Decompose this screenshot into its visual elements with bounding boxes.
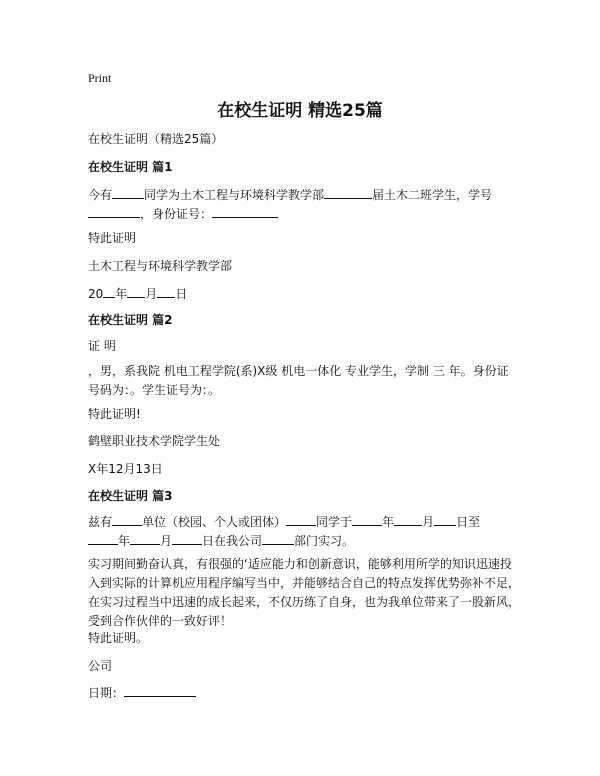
text: 日在我公司 [202, 534, 263, 548]
blank-line [262, 532, 294, 545]
intro-line: 在校生证明（精选25篇） [88, 132, 224, 146]
section-2-paragraph-1: 证 明 [88, 339, 116, 353]
blank-line [88, 532, 118, 545]
text: 兹有 [88, 515, 113, 529]
section-2-date: X年12月13日 [88, 462, 163, 476]
section-2-paragraph-4: 鹤壁职业技术学院学生处 [88, 434, 221, 448]
section-1-heading: 在校生证明 篇1 [88, 160, 173, 174]
section-3-paragraph-3: 特此证明。 [88, 631, 149, 645]
text: 月 [145, 287, 158, 301]
document-title: 在校生证明 精选25篇 [217, 101, 383, 121]
blank-line [103, 285, 115, 298]
blank-line [324, 186, 372, 199]
text: 月 [422, 515, 435, 529]
section-3-paragraph-2: 实习期间勤奋认真，有很强的‘适应能力和创新意识，能够利用所学的知识迅速投入到实际的计算机应用程序编写当中，并能够结合自己的特点发挥优势弥补不足，在实习过程当中迅速的成长起来，不仅历练了自身，也为我单位带来了一股新风，受到合作伙伴的一致好评！ [88, 557, 521, 628]
blank-line [286, 513, 316, 526]
blank-line [352, 513, 382, 526]
text: 今有 [88, 188, 113, 202]
text: 同学为土木工程与环境科学教学部 [144, 188, 325, 202]
section-3-heading: 在校生证明 篇3 [88, 489, 173, 503]
text: 日至 [456, 515, 481, 529]
section-3-date-line [88, 684, 520, 703]
blank-line [394, 513, 422, 526]
section-1-paragraph-2: 特此证明 [88, 231, 137, 245]
blank-line [124, 684, 196, 697]
section-2-paragraph-3: 特此证明! [88, 407, 141, 421]
section-2-paragraph-2: ，男，系我院 机电工程学院(系)X级 机电一体化 专业学生，学制 三 年。身份证号码为：。学生证号为：。 [88, 364, 509, 397]
blank-line [127, 285, 145, 298]
text: 年 [382, 515, 395, 529]
text: 年 [118, 534, 131, 548]
text: 年 [115, 287, 128, 301]
print-label[interactable]: Print [88, 71, 112, 85]
blank-line [157, 285, 175, 298]
blank-line [434, 513, 456, 526]
blank-line [88, 205, 140, 218]
text: 部门实习。 [294, 534, 355, 548]
section-1-paragraph-1 [88, 186, 520, 224]
text: 单位（校园、个人或团体） [142, 515, 287, 529]
blank-line [112, 513, 142, 526]
section-2-heading: 在校生证明 篇2 [88, 313, 173, 327]
text: 日 [175, 287, 188, 301]
text: 月 [160, 534, 173, 548]
blank-line [172, 532, 202, 545]
text: 日期： [88, 686, 125, 700]
text: ，身份证号： [140, 207, 213, 221]
blank-line [130, 532, 160, 545]
section-3-paragraph-1 [88, 513, 520, 551]
section-1-date-line [88, 285, 520, 304]
text: 同学于 [316, 515, 353, 529]
section-1-paragraph-3: 土木工程与环境科学教学部 [88, 259, 233, 273]
text: 20 [88, 287, 104, 301]
blank-line [212, 205, 278, 218]
text: 届土木二班学生，学号 [372, 188, 493, 202]
blank-line [112, 186, 144, 199]
section-3-paragraph-4: 公司 [88, 659, 113, 673]
